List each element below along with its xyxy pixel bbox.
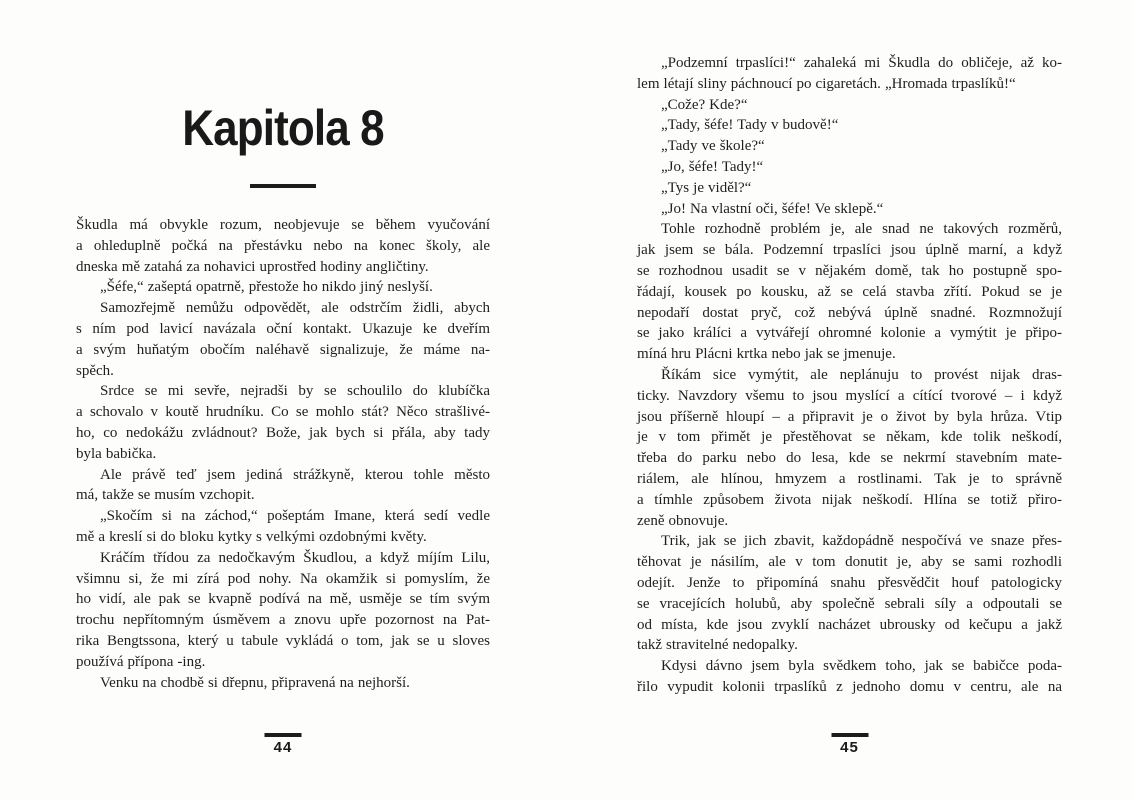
text-line: Ale právě teď jsem jediná strážkyně, kterou tohle město bbox=[100, 466, 490, 483]
text-line: od místa, kde jsou zvyklí nacházet ubrousky od kečupu a jakž bbox=[637, 616, 1062, 633]
chapter-title-rule bbox=[250, 184, 316, 188]
text-line: míná hru Plácni krtka nebo jak se jmenuje. bbox=[637, 346, 896, 363]
text-line: dneska mě zatahá za nohavici uprostřed hodiny angličtiny. bbox=[76, 258, 429, 275]
text-line: „Podzemní trpaslíci!“ zahaleká mi Škudla do obličeje, až ko- bbox=[661, 55, 1062, 71]
page-right bbox=[637, 0, 1062, 800]
text-line: „Tady, šéfe! Tady v budově!“ bbox=[661, 117, 839, 134]
text-line: spěch. bbox=[76, 362, 114, 379]
page-number-value: 45 bbox=[840, 738, 859, 756]
chapter-title: Kapitola 8 bbox=[182, 100, 384, 156]
text-line: má, takže se musím vzchopit. bbox=[76, 487, 255, 504]
text-line: a schovalo v koutě hrudníku. Co se mohlo stát? Něco strašlivé- bbox=[76, 404, 490, 421]
text-line: Škudla má obvykle rozum, neobjevuje se během vyučování bbox=[76, 217, 490, 233]
text-line: a svým huňatým obočím naléhavě signalizuje, že máme na- bbox=[76, 341, 490, 358]
body-text-right bbox=[637, 53, 1062, 698]
text-line: odejít. Jenže to připomíná snahu přesvědčit houf patologicky bbox=[637, 574, 1062, 591]
text-line: ticky. Navzdory všemu to jsou myslící a cítící tvorové – i když bbox=[637, 387, 1062, 404]
page-number-rule bbox=[831, 733, 868, 737]
text-line: se vracejících holubů, aby společně sebrali síly a odpoutali se bbox=[637, 595, 1062, 612]
text-line: a tímhle způsobem života nijak neškodí. Hlína se totiž přiro- bbox=[637, 491, 1062, 508]
text-line: „Jo! Na vlastní oči, šéfe! Ve sklepě.“ bbox=[661, 200, 884, 217]
text-line: Tohle rozhodně problém je, ale snad ne takových rozměrů, bbox=[661, 221, 1062, 238]
page-left bbox=[76, 0, 490, 800]
text-line: trochu nepřítomným úsměvem a znovu upře pozornost na Pat- bbox=[76, 612, 490, 629]
text-line: „Jo, šéfe! Tady!“ bbox=[661, 158, 764, 175]
text-line: jsou příšerně hloupí – a připravit je o život by byla hrůza. Vtip bbox=[637, 408, 1062, 425]
text-line: Venku na chodbě si dřepnu, připravená na nejhorší. bbox=[100, 674, 410, 691]
text-line: řilo vypudit kolonii trpaslíků z jednoho domu v centru, ale na bbox=[637, 678, 1062, 695]
text-line: „Šéfe,“ zašeptá opatrně, přestože ho nikdo jiný neslyší. bbox=[100, 279, 433, 296]
text-line: ho vidí, ale pak se kvapně podívá na mě, usměje se tím svým bbox=[76, 591, 490, 608]
text-line: řádají, kousek po kousku, až se celá stavba zřítí. Pokud se je bbox=[637, 283, 1062, 300]
text-line: „Cože? Kde?“ bbox=[661, 96, 748, 113]
text-line: „Tady ve škole?“ bbox=[661, 138, 765, 155]
text-line: Trik, jak se jich zbavit, každopádně nespočívá ve snaze přes- bbox=[661, 533, 1062, 550]
page-number-left bbox=[265, 733, 302, 756]
text-line: třeba do parku nebo do lesa, kde se nekrmí stavebním mate- bbox=[637, 450, 1062, 467]
page-number-rule bbox=[265, 733, 302, 737]
text-line: Kdysi dávno jsem byla svědkem toho, jak se babičce poda- bbox=[661, 658, 1062, 675]
text-line: Samozřejmě nemůžu odpovědět, ale odstrčím židli, abych bbox=[100, 300, 490, 317]
body-text-left bbox=[76, 215, 490, 693]
text-line: zeně obnovuje. bbox=[637, 512, 729, 529]
text-line: s ním pod lavicí navázala oční kontakt. Ukazuje ke dveřím bbox=[76, 320, 490, 337]
text-line: Srdce se mi sevře, nejradši by se schoulilo do klubíčka bbox=[100, 383, 490, 400]
text-line: nepodaří dostat pryč, což nebývá úplně snadné. Rozmnožují bbox=[637, 304, 1062, 321]
text-line: se rozhodnou usadit se v nějakém domě, tak ho postupně spo- bbox=[637, 262, 1062, 279]
text-line: riálem, ale hlínou, hmyzem a rostlinami. Tak je to správně bbox=[637, 470, 1062, 487]
text-line: mě a kreslí si do bloku kytky s velkými ozdobnými květy. bbox=[76, 528, 427, 545]
text-line: těhovat je násilím, ale v tom donutit je, aby se sami rozhodli bbox=[637, 554, 1062, 571]
text-line: byla babička. bbox=[76, 445, 157, 462]
page-number-value: 44 bbox=[273, 738, 293, 756]
text-line: lem létají sliny páchnoucí po cigaretách. „Hromada trpaslíků!“ bbox=[637, 75, 1016, 92]
text-line: Kráčím třídou za nedočkavým Škudlou, a když míjím Lilu, bbox=[100, 549, 490, 566]
text-line: rika Bengtssona, který u tabule vykládá o tom, jak se u sloves bbox=[76, 632, 490, 649]
page-number-right bbox=[831, 733, 868, 756]
text-line: jak jsem se bála. Podzemní trpaslíci jsou úplně marní, a když bbox=[637, 242, 1062, 259]
text-line: Říkám sice vymýtit, ale neplánuju to provést nijak dras- bbox=[661, 366, 1062, 383]
text-line: „Skočím si na záchod,“ pošeptám Imane, která sedí vedle bbox=[100, 508, 490, 525]
text-line: všimnu si, že mi zírá pod nohy. Na okamžik si pomyslím, že bbox=[76, 570, 490, 587]
text-line: takž stravitelné nedopalky. bbox=[637, 637, 798, 654]
text-line: se jako králíci a vytvářejí ohromné kolonie a vymýtit je připo- bbox=[637, 325, 1062, 342]
text-line: ho, co nedokážu zvládnout? Bože, jak bych si přála, aby tady bbox=[76, 424, 490, 441]
text-line: je v tom přimět je přestěhovat se někam, kde tolik neškodí, bbox=[637, 429, 1062, 446]
text-line: „Tys je viděl?“ bbox=[661, 179, 752, 196]
text-line: používá přípona -ing. bbox=[76, 653, 206, 670]
text-line: a ohleduplně počká na přestávku nebo na konec školy, ale bbox=[76, 237, 490, 254]
